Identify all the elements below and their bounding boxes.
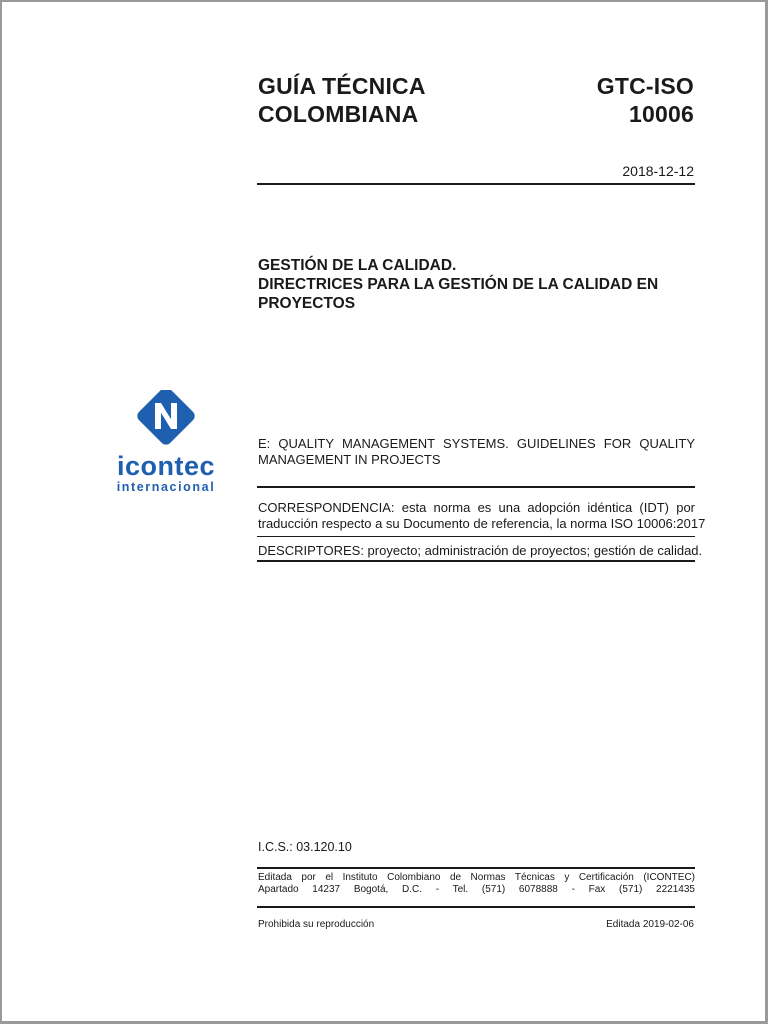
english-title-line1: E: QUALITY MANAGEMENT SYSTEMS. GUIDELINES FOR QUALITY bbox=[258, 436, 695, 451]
descriptors: DESCRIPTORES: proyecto; administración de proyectos; gestión de calidad. bbox=[258, 543, 703, 558]
correspondence-line2: traducción respecto a su Documento de referencia, la norma ISO 10006:2017 bbox=[258, 516, 706, 531]
english-divider bbox=[257, 486, 695, 488]
publisher-line2: Apartado 14237 Bogotá, D.C. - Tel. (571) 6078888 - Fax (571) 2221435 bbox=[258, 884, 695, 895]
standard-code-line1: GTC-ISO bbox=[596, 73, 694, 99]
icontec-logo bbox=[106, 390, 226, 506]
standard-code bbox=[522, 72, 694, 128]
title-line3: PROYECTOS bbox=[258, 295, 356, 312]
publisher-divider bbox=[257, 906, 695, 908]
title-line1: GESTIÓN DE LA CALIDAD. bbox=[258, 257, 457, 274]
ics-divider bbox=[257, 867, 695, 869]
publisher-line1: Editada por el Instituto Colombiano de Normas Técnicas y Certificación (ICONTEC) bbox=[258, 872, 695, 883]
document-type-line2: COLOMBIANA bbox=[258, 101, 419, 127]
correspondence bbox=[258, 500, 706, 532]
english-title-line2: MANAGEMENT IN PROJECTS bbox=[258, 452, 441, 467]
standard-code-line2: 10006 bbox=[629, 101, 694, 127]
logo-subtitle: internacional bbox=[116, 480, 216, 494]
document-page bbox=[2, 2, 765, 1021]
document-type-line1: GUÍA TÉCNICA bbox=[258, 73, 426, 99]
title-line2: DIRECTRICES PARA LA GESTIÓN DE LA CALIDAD EN bbox=[258, 276, 659, 293]
reproduction-notice: Prohibida su reproducción bbox=[258, 919, 375, 930]
logo-wordmark: icontec bbox=[116, 451, 216, 481]
ics-code: I.C.S.: 03.120.10 bbox=[258, 840, 352, 854]
correspondence-line1: CORRESPONDENCIA: esta norma es una adopción idéntica (IDT) por bbox=[258, 500, 695, 515]
document-type bbox=[258, 72, 518, 128]
header-divider bbox=[257, 183, 695, 185]
edition-date: Editada 2019-02-06 bbox=[606, 919, 694, 930]
publication-date: 2018-12-12 bbox=[622, 163, 694, 179]
descriptors-divider bbox=[257, 560, 695, 562]
correspondence-divider bbox=[257, 536, 695, 537]
publisher-info bbox=[258, 872, 695, 896]
document-title bbox=[258, 256, 698, 313]
english-title bbox=[258, 436, 695, 468]
icontec-emblem-icon bbox=[130, 390, 202, 452]
